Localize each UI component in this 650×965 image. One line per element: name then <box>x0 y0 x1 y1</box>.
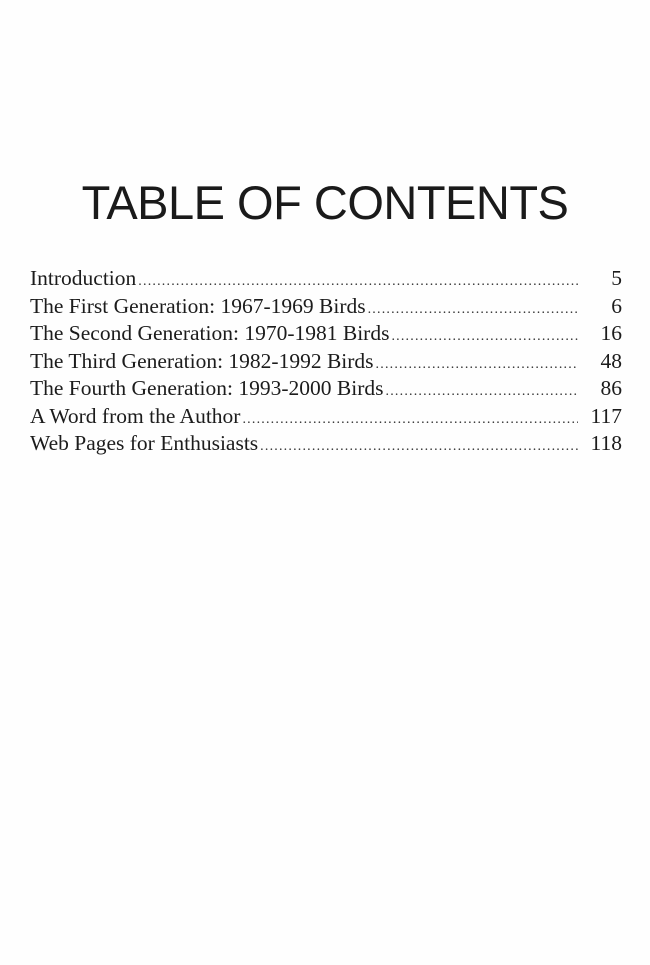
toc-entry-word-from-author <box>30 404 622 432</box>
toc-entry-third-generation <box>30 349 622 377</box>
toc-entry-web-pages <box>30 431 622 459</box>
dot-leader <box>138 274 578 290</box>
dot-leader <box>368 302 578 318</box>
toc-entry-introduction <box>30 266 622 294</box>
toc-entry-second-generation <box>30 321 622 349</box>
dot-leader <box>386 384 578 400</box>
toc-entry-title: A Word from the Author <box>30 403 241 428</box>
dot-leader <box>260 439 578 455</box>
dot-leader <box>391 329 578 345</box>
toc-entry-title: Web Pages for Enthusiasts <box>30 431 259 455</box>
toc-entry-first-generation <box>30 294 622 322</box>
toc-entry-title: The First Generation: 1967-1969 Birds <box>30 293 366 318</box>
toc-entry-title: Introduction <box>30 266 137 290</box>
toc-entry-page: 6 <box>611 293 622 318</box>
toc-entry-page: 48 <box>600 348 622 373</box>
dot-leader <box>376 357 578 373</box>
toc-entry-title: The Second Generation: 1970-1981 Birds <box>30 321 390 345</box>
dot-leader <box>242 412 578 428</box>
toc-entry-title: The Fourth Generation: 1993-2000 Birds <box>30 376 384 400</box>
toc-entry-page: 117 <box>590 403 622 428</box>
table-of-contents <box>30 266 622 459</box>
toc-entry-page: 5 <box>611 266 622 290</box>
page-title: TABLE OF CONTENTS <box>81 176 569 229</box>
toc-entry-page: 86 <box>600 376 622 400</box>
toc-entry-page: 16 <box>600 321 622 345</box>
toc-entry-fourth-generation <box>30 376 622 404</box>
toc-entry-title: The Third Generation: 1982-1992 Birds <box>30 348 374 373</box>
toc-entry-page: 118 <box>590 431 622 455</box>
